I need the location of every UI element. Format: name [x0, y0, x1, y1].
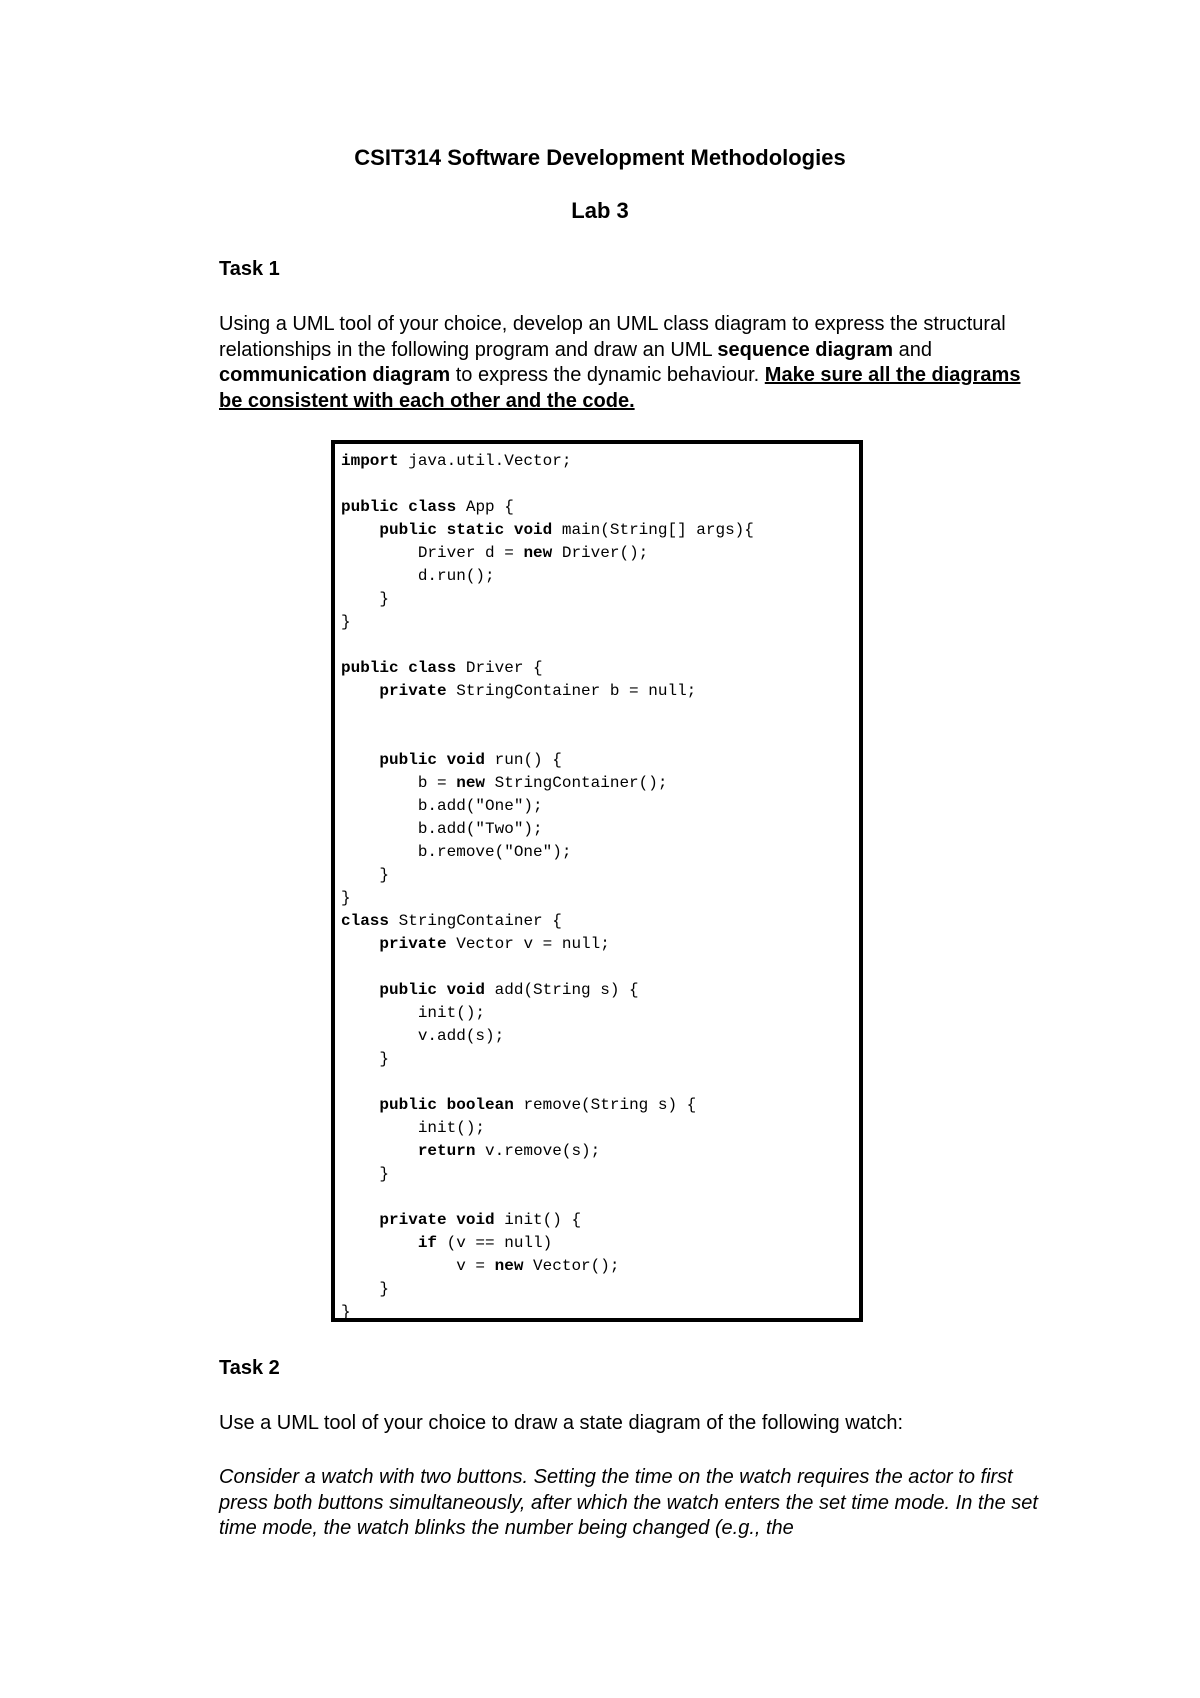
- code-text: v =: [341, 1257, 495, 1275]
- code-text: StringContainer();: [485, 774, 668, 792]
- code-text: init();: [341, 1004, 486, 1022]
- code-keyword: void: [456, 1211, 495, 1229]
- code-line: [341, 910, 754, 933]
- code-text: [341, 1211, 379, 1229]
- code-line: [341, 1255, 754, 1278]
- code-keyword: public: [379, 981, 438, 999]
- code-line: [341, 634, 754, 657]
- code-line: [341, 703, 754, 726]
- code-keyword: boolean: [446, 1096, 514, 1114]
- code-line: [341, 749, 754, 772]
- code-keyword: void: [446, 981, 486, 999]
- code-text: [399, 659, 409, 677]
- code-line: [341, 1025, 754, 1048]
- code-text: [341, 682, 379, 700]
- code-text: App {: [456, 498, 514, 516]
- code-text: }: [341, 1165, 390, 1183]
- task2-heading: Task 2: [219, 1357, 280, 1379]
- code-keyword: private: [379, 935, 447, 953]
- task1-consistency-note: Make sure all the diagrams be consistent with each other and the code.: [219, 364, 1021, 412]
- code-line: [341, 841, 754, 864]
- code-line: [341, 1278, 754, 1301]
- code-text: [341, 751, 379, 769]
- code-text: }: [341, 1280, 390, 1298]
- code-text: [341, 1234, 418, 1252]
- code-keyword: class: [408, 659, 457, 677]
- code-text: StringContainer b = null;: [446, 682, 697, 700]
- code-text: v.add(s);: [341, 1027, 505, 1045]
- code-line: [341, 519, 754, 542]
- code-text: }: [341, 1050, 390, 1068]
- task1-text-part1: Using a UML tool of your choice, develop an UML class diagram to express the structural relationships in the following program and draw an UML: [219, 313, 1006, 361]
- code-text: [399, 498, 409, 516]
- code-text: run() {: [485, 751, 562, 769]
- code-listing-box: [331, 440, 863, 1322]
- code-line: [341, 1163, 754, 1186]
- code-text: Driver {: [456, 659, 543, 677]
- code-text: init() {: [494, 1211, 582, 1229]
- code-keyword: void: [513, 521, 553, 539]
- code-text: [341, 521, 379, 539]
- code-text: [341, 1096, 379, 1114]
- code-line: [341, 496, 754, 519]
- code-keyword: private: [379, 1211, 447, 1229]
- code-text: [341, 1142, 418, 1160]
- task1-text-part3: to express the dynamic behaviour.: [450, 364, 765, 386]
- code-line: [341, 611, 754, 634]
- code-text: java.util.Vector;: [398, 452, 572, 470]
- code-line: [341, 772, 754, 795]
- code-text: StringContainer {: [389, 912, 562, 930]
- code-listing: [341, 450, 754, 1324]
- code-text: d.run();: [341, 567, 495, 585]
- code-keyword: return: [417, 1142, 476, 1160]
- code-text: [504, 521, 514, 539]
- code-text: b.add("Two");: [341, 820, 543, 838]
- code-line: [341, 450, 754, 473]
- code-text: [437, 521, 447, 539]
- task1-text-part2: and: [893, 338, 932, 361]
- task1-paragraph: [219, 312, 1049, 414]
- document-subtitle: Lab 3: [571, 198, 629, 223]
- code-keyword: public: [379, 1096, 438, 1114]
- code-text: Driver d =: [341, 544, 524, 562]
- code-line: [341, 726, 754, 749]
- code-line: [341, 979, 754, 1002]
- code-line: [341, 1232, 754, 1255]
- code-keyword: void: [446, 751, 486, 769]
- task2-paragraph: Use a UML tool of your choice to draw a state diagram of the following watch:: [219, 1412, 904, 1434]
- code-text: b.remove("One");: [341, 843, 572, 861]
- code-keyword: class: [408, 498, 457, 516]
- code-text: }: [341, 1303, 351, 1321]
- code-text: }: [341, 590, 390, 608]
- code-text: }: [341, 889, 351, 907]
- code-text: [437, 1096, 447, 1114]
- code-keyword: new: [456, 774, 486, 792]
- task1-bold-sequence-diagram: sequence diagram: [717, 338, 894, 361]
- code-text: [447, 1211, 457, 1229]
- code-line: [341, 864, 754, 887]
- code-text: init();: [341, 1119, 486, 1137]
- code-keyword: private: [379, 682, 447, 700]
- code-line: [341, 795, 754, 818]
- code-line: [341, 1186, 754, 1209]
- code-line: [341, 473, 754, 496]
- code-line: [341, 588, 754, 611]
- code-keyword: public: [379, 521, 438, 539]
- code-keyword: new: [494, 1257, 524, 1275]
- code-text: v.remove(s);: [475, 1142, 601, 1160]
- code-line: [341, 1140, 754, 1163]
- code-line: [341, 1301, 754, 1324]
- code-text: add(String s) {: [485, 981, 639, 999]
- code-text: remove(String s) {: [513, 1096, 697, 1114]
- code-text: }: [341, 866, 390, 884]
- code-text: b =: [341, 774, 457, 792]
- document-title: CSIT314 Software Development Methodologies: [354, 145, 846, 170]
- code-keyword: new: [523, 544, 553, 562]
- code-keyword: public: [379, 751, 438, 769]
- code-line: [341, 1094, 754, 1117]
- code-line: [341, 1209, 754, 1232]
- code-keyword: class: [341, 912, 390, 930]
- code-line: [341, 657, 754, 680]
- task1-heading: Task 1: [219, 258, 280, 280]
- code-text: Vector v = null;: [446, 935, 610, 953]
- code-text: [437, 981, 447, 999]
- code-keyword: import: [341, 452, 399, 470]
- code-keyword: static: [446, 521, 505, 539]
- code-line: [341, 680, 754, 703]
- code-line: [341, 1002, 754, 1025]
- code-text: [341, 981, 379, 999]
- code-text: Driver();: [552, 544, 649, 562]
- code-text: b.add("One");: [341, 797, 543, 815]
- code-text: [341, 935, 379, 953]
- code-keyword: public: [341, 659, 399, 677]
- task1-bold-communication-diagram: communication diagram: [219, 364, 451, 386]
- code-keyword: if: [417, 1234, 438, 1252]
- code-line: [341, 1071, 754, 1094]
- code-line: [341, 933, 754, 956]
- code-keyword: public: [341, 498, 399, 516]
- code-line: [341, 565, 754, 588]
- code-line: [341, 1117, 754, 1140]
- code-text: main(String[] args){: [552, 521, 754, 539]
- code-line: [341, 887, 754, 910]
- code-line: [341, 1048, 754, 1071]
- code-line: [341, 818, 754, 841]
- task2-scenario: Consider a watch with two buttons. Setting the time on the watch requires the actor to first press both buttons simultaneously, after which the watch enters the set time mode. In the set time mode, the watch blinks the number being changed (e.g., the: [219, 1466, 1038, 1539]
- code-line: [341, 542, 754, 565]
- code-text: }: [341, 613, 351, 631]
- code-line: [341, 956, 754, 979]
- code-text: Vector();: [523, 1257, 620, 1275]
- code-text: (v == null): [437, 1234, 553, 1252]
- code-text: [437, 751, 447, 769]
